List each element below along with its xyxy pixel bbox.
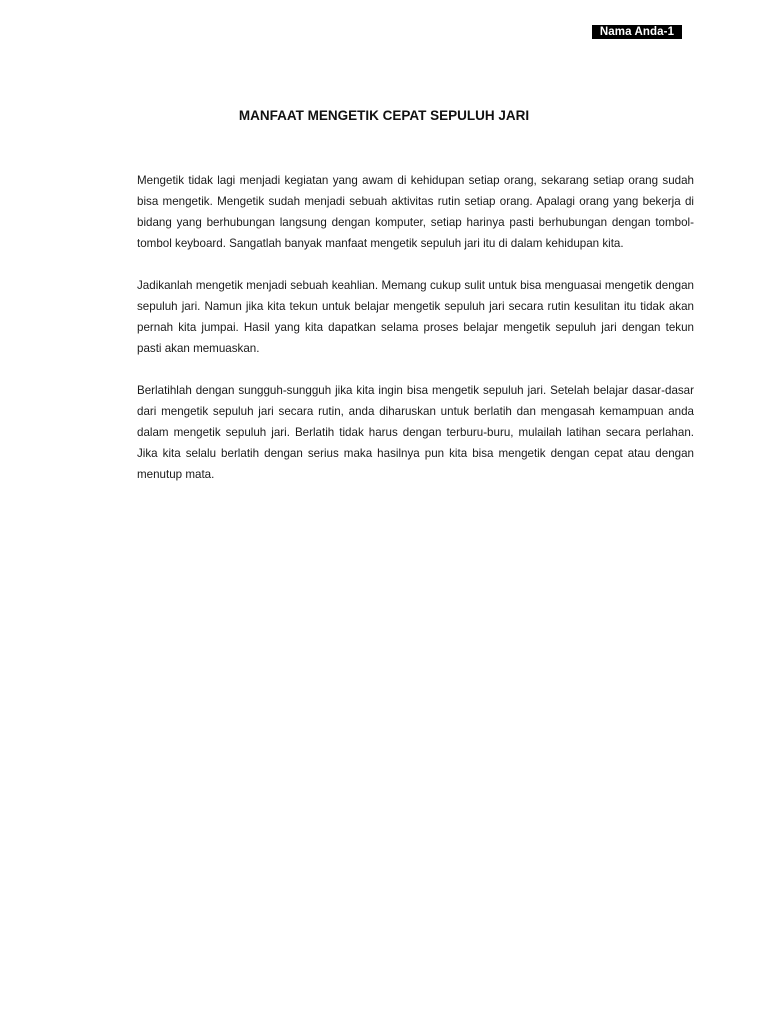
document-body [137,170,694,506]
paragraph-2: Jadikanlah mengetik menjadi sebuah keahlian. Memang cukup sulit untuk bisa menguasai mengetik dengan sepuluh jari. Namun jika kita tekun untuk belajar mengetik sepuluh jari secara rutin kesulitan itu tidak akan pernah kita jumpai. Hasil yang kita dapatkan selama proses belajar mengetik sepuluh jari dengan tekun pasti akan memuaskan. [137,279,694,355]
paragraph-3: Berlatihlah dengan sungguh-sungguh jika kita ingin bisa mengetik sepuluh jari. Setelah belajar dasar-dasar dari mengetik sepuluh jari secara rutin, anda diharuskan untuk berlatih dan mengasah kemampuan anda dalam mengetik sepuluh jari. Berlatih tidak harus dengan terburu-buru, mulailah latihan secara perlahan. Jika kita selalu berlatih dengan serius maka hasilnya pun kita bisa mengetik dengan cepat atau dengan menutup mata. [137,384,694,481]
paragraph-1: Mengetik tidak lagi menjadi kegiatan yang awam di kehidupan setiap orang, sekarang setiap orang sudah bisa mengetik. Mengetik sudah menjadi sebuah aktivitas rutin setiap orang. Apalagi orang yang bekerja di bidang yang berhubungan langsung dengan komputer, setiap harinya pasti berhubungan dengan tombol-tombol keyboard. Sangatlah banyak manfaat mengetik sepuluh jari itu di dalam kehidupan kita. [137,174,694,250]
name-tag: Nama Anda-1 [592,25,682,39]
page-title: MANFAAT MENGETIK CEPAT SEPULUH JARI [238,108,530,123]
